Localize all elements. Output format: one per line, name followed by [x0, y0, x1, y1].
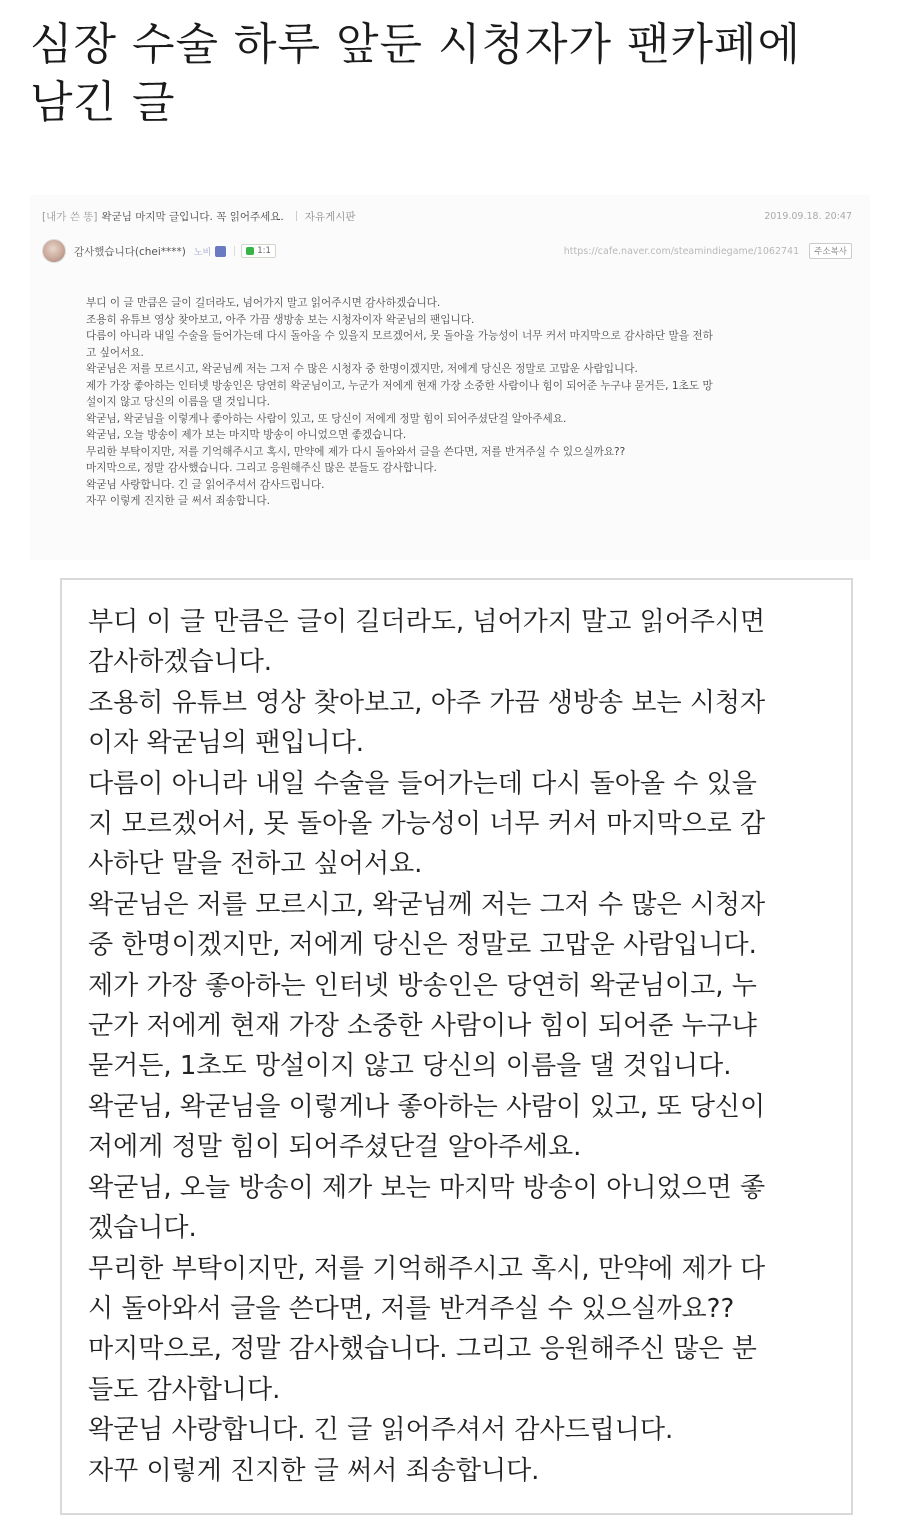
transcription-body — [88, 602, 823, 1491]
divider — [234, 246, 235, 256]
post-body — [86, 295, 826, 510]
transcription-line: 조용히 유튜브 영상 찾아보고, 아주 가끔 생방송 보는 시청자 — [88, 687, 766, 718]
transcription-line: 겠습니다. — [88, 1213, 197, 1244]
post-body-line: 왁굳님, 오늘 방송이 제가 보는 마지막 방송이 아니었으면 좋겠습니다. — [86, 429, 407, 441]
post-body-line: 왁굳님은 저를 모르시고, 왁굳님께 저는 그저 수 많은 시청자 중 한명이겠지만, 저에게 당신은 정말로 고맙운 사람입니다. — [86, 363, 638, 375]
transcription-line: 군가 저에게 현재 가장 소중한 사람이나 힘이 되어준 누구냐 — [88, 1011, 757, 1042]
post-body-line: 마지막으로, 정말 감사했습니다. 그리고 응원해주신 많은 분들도 감사합니다. — [86, 462, 437, 474]
transcription-line: 왁굳님은 저를 모르시고, 왁굳님께 저는 그저 수 많은 시청자 — [88, 889, 766, 920]
headline-line-1: 심장 수술 하루 앞둔 시청자가 팬카페에 — [30, 19, 801, 70]
copy-url-button[interactable]: 주소복사 — [809, 243, 852, 259]
avatar[interactable] — [42, 239, 66, 263]
post-body-line: 왁굳님, 왁굳님을 이렇게나 좋아하는 사람이 있고, 또 당신이 저에게 정말 힘이 되어주셨단걸 알아주세요. — [86, 412, 567, 425]
transcription-line: 이자 왁굳님의 팬입니다. — [88, 728, 364, 759]
author-rank: 노비 — [193, 247, 212, 258]
post-body-line: 고 싶어서요. — [86, 346, 144, 359]
transcription-line: 왁굳님 사랑합니다. 긴 글 읽어주셔서 감사드립니다. — [88, 1415, 674, 1446]
post-body-line: 조용히 유튜브 영상 찾아보고, 아주 가끔 생방송 보는 시청자이자 왁굳님의 팬입니다. — [86, 313, 475, 326]
post-header — [42, 207, 852, 225]
author-bar — [42, 237, 852, 265]
transcription-line: 감사하겠습니다. — [88, 647, 273, 678]
transcription-line: 제가 가장 좋아하는 인터넷 방송인은 당연히 왁굳님이고, 누 — [88, 970, 757, 1001]
post-url[interactable]: https://cafe.naver.com/steamindiegame/1062741 — [563, 245, 800, 257]
transcription-line: 시 돌아와서 글을 쓴다면, 저를 반겨주실 수 있으실까요?? — [88, 1293, 735, 1324]
transcription-line: 지 모르겠어서, 못 돌아올 가능성이 너무 커서 마지막으로 감 — [88, 809, 766, 840]
transcription-line: 다름이 아니라 내일 수술을 들어가는데 다시 돌아올 수 있을 — [88, 768, 757, 799]
post-body-line: 왁굳님 사랑합니다. 긴 글 읽어주셔서 감사드립니다. — [86, 478, 325, 491]
chat-icon — [246, 247, 254, 255]
post-title[interactable]: 왁굳님 마지막 글입니다. 꼭 읽어주세요. — [101, 210, 284, 223]
post-body-line: 부디 이 글 만큼은 글이 길더라도, 넘어가지 말고 읽어주시면 감사하겠습니다. — [86, 297, 441, 309]
transcription-line: 마지막으로, 정말 감사했습니다. 그리고 응원해주신 많은 분 — [88, 1334, 757, 1365]
transcription-line: 중 한명이겠지만, 저에게 당신은 정말로 고맙운 사람입니다. — [88, 930, 757, 961]
transcription-line: 사하단 말을 전하고 싶어서요. — [88, 849, 423, 880]
post-body-line: 다름이 아니라 내일 수술을 들어가는데 다시 돌아올 수 있을지 모르겠어서, 못 돌아올 가능성이 너무 커서 마지막으로 감사하단 말을 전하 — [86, 330, 713, 342]
post-body-line: 자꾸 이렇게 진지한 글 써서 죄송합니다. — [86, 495, 270, 507]
transcription-line: 부디 이 글 만큼은 글이 길더라도, 넘어가지 말고 읽어주시면 — [88, 607, 766, 637]
divider — [296, 211, 297, 221]
transcription-box — [60, 578, 853, 1515]
cafe-post-screenshot — [30, 195, 870, 560]
post-body-line: 무리한 부탁이지만, 저를 기억해주시고 혹시, 만약에 제가 다시 돌아와서 글을 쓴다면, 저를 반겨주실 수 있으실까요?? — [86, 445, 626, 458]
transcription-line: 자꾸 이렇게 진지한 글 써서 죄송합니다. — [88, 1455, 540, 1486]
post-body-line: 설이지 않고 당신의 이름을 댈 것입니다. — [86, 396, 270, 408]
post-date: 2019.09.18. 20:47 — [764, 210, 852, 222]
transcription-line: 들도 감사합니다. — [88, 1374, 281, 1405]
rank-badge-icon — [215, 246, 226, 257]
transcription-line: 무리한 부탁이지만, 저를 기억해주시고 혹시, 만약에 제가 다 — [88, 1253, 766, 1284]
chat-label: 1:1 — [257, 246, 271, 256]
headline-line-2: 남긴 글 — [30, 77, 176, 128]
transcription-line: 묻거든, 1초도 망설이지 않고 당신의 이름을 댈 것입니다. — [88, 1051, 732, 1082]
author-name[interactable]: 감사했습니다(chei****) — [74, 245, 186, 258]
transcription-line: 저에게 정말 힘이 되어주셨단걸 알아주세요. — [88, 1132, 582, 1163]
post-body-line: 제가 가장 좋아하는 인터넷 방송인은 당연히 왁굳님이고, 누군가 저에게 현재 가장 소중한 사람이나 힘이 되어준 누구냐 묻거든, 1초도 망 — [86, 379, 713, 392]
transcription-line: 왁굳님, 왁굳님을 이렇게나 좋아하는 사람이 있고, 또 당신이 — [88, 1091, 766, 1122]
post-category: [내가 쓴 똥] — [42, 210, 98, 223]
board-link[interactable]: 자유게시판 — [304, 210, 356, 223]
transcription-line: 왁굳님, 오늘 방송이 제가 보는 마지막 방송이 아니었으면 좋 — [88, 1172, 766, 1203]
chat-button[interactable] — [241, 244, 276, 258]
headline — [30, 16, 870, 132]
